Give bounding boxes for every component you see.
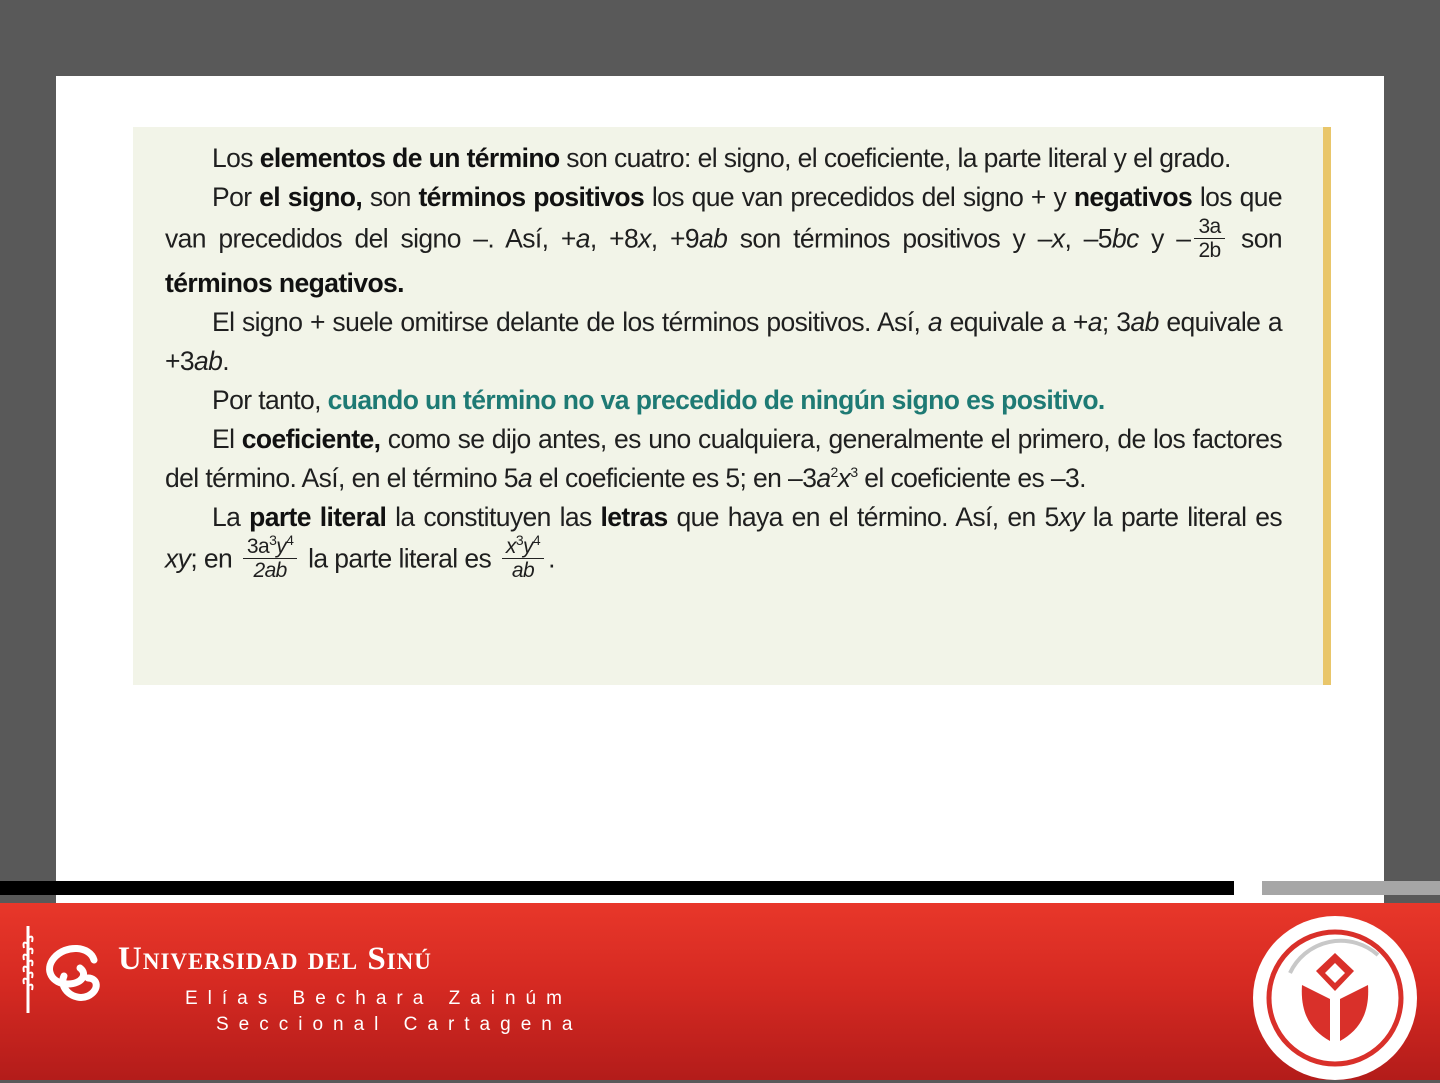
fraction-3a-over-2b: $\frac{3a}{2b}$ xyxy=(1194,215,1224,262)
highlighted-rule: cuando un término no va precedido de ningún signo es positivo. xyxy=(327,385,1105,415)
divider-bar-black xyxy=(0,881,1234,895)
fraction-x3y4-over-ab: $\frac{x^3y^4}{ab}$ xyxy=(502,535,544,582)
footer-banner xyxy=(0,903,1440,1080)
paragraph-sign: Por el signo, son términos positivos los que van precedidos del signo + y negativos los que van precedidos del signo –. Así, +a, +8x, +9ab son términos positivos y –x, –5bc y – $\frac{3a}{2b}$ son términos negativos. xyxy=(165,182,1282,298)
text-excerpt-box xyxy=(133,127,1330,685)
divider-bar-grey xyxy=(1262,881,1440,895)
paragraph-coefficient: El coeficiente, como se dijo antes, es uno cualquiera, generalmente el primero, de los factores del término. Así, en el término 5a el coeficiente es 5; en $-3a^2x^3$ el coeficiente es –3. xyxy=(165,424,1282,493)
universidad-del-sinu-emblem-icon xyxy=(1250,913,1420,1083)
paragraph-plus-sign: El signo + suele omitirse delante de los términos positivos. Así, a equivale a +a; 3ab equivale a +3ab. xyxy=(165,307,1283,376)
university-subtitle: Elías Bechara Zainúm xyxy=(185,988,572,1009)
university-campus: Seccional Cartagena xyxy=(216,1014,583,1035)
paragraph-elements: Los elementos de un término son cuatro: el signo, el coeficiente, la parte literal y el grado. xyxy=(212,143,1231,173)
text-box-edge xyxy=(1323,127,1331,685)
universidad-del-sinu-monogram-icon xyxy=(18,918,108,1018)
fraction-3a3y4-over-2ab: $\frac{3a^3y^4}{2ab}$ xyxy=(243,535,297,582)
university-name: Universidad del Sinú xyxy=(118,941,432,977)
paragraph-literal-part: La parte literal la constituyen las letras que haya en el término. Así, en 5xy la parte literal es xy; en $\frac{3a^3y^4}{2ab}$ la parte literal es $\frac{x^3y^4}{ab}$ . xyxy=(165,502,1282,582)
paragraph-conclusion: Por tanto, cuando un término no va precedido de ningún signo es positivo. xyxy=(212,385,1105,415)
